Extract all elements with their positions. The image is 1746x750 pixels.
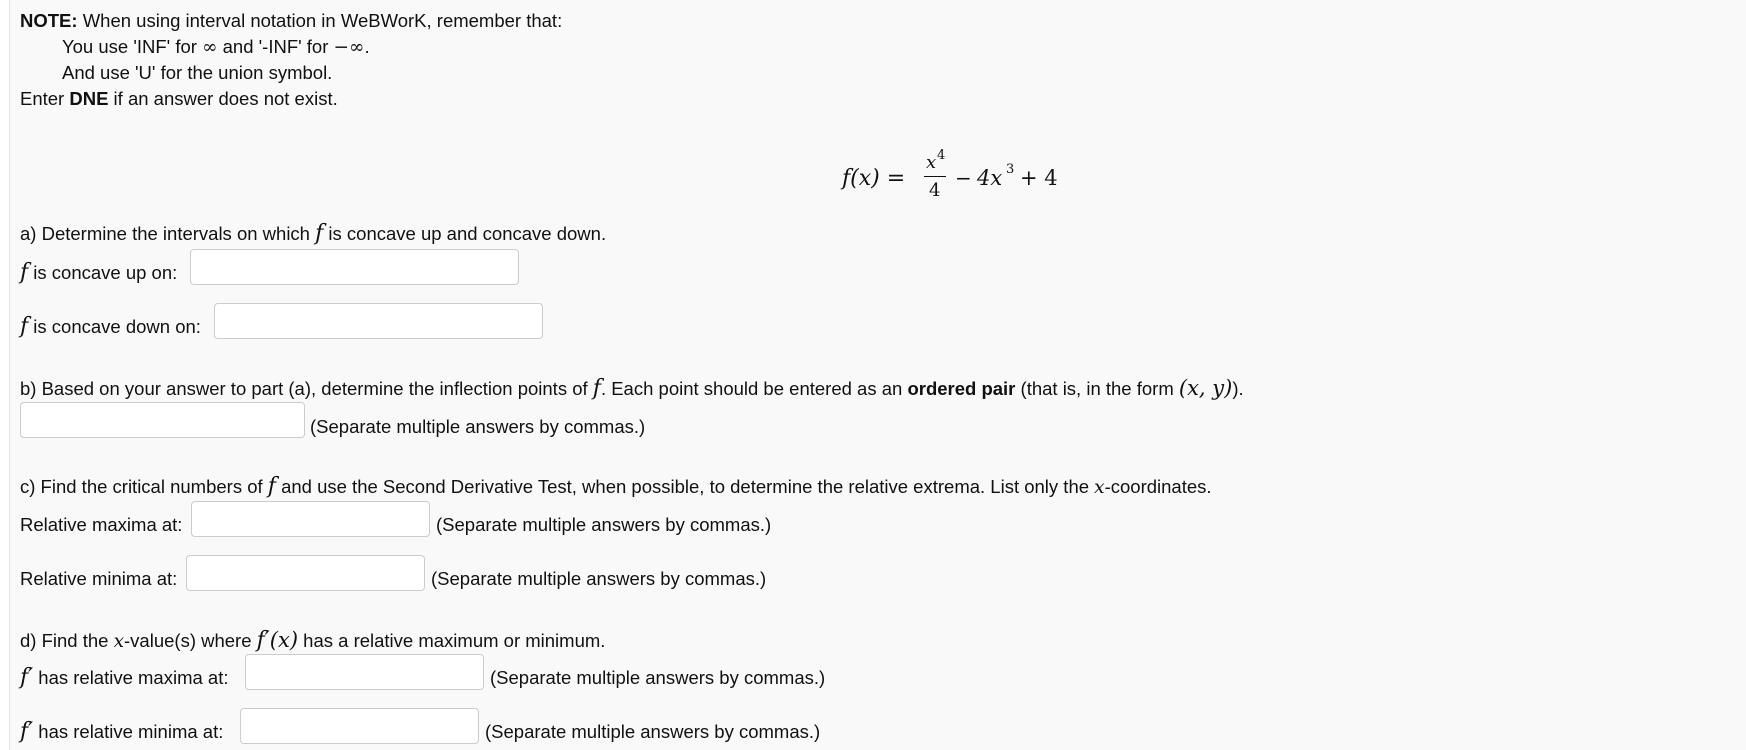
fprime-minima-label <box>20 721 223 743</box>
function-formula <box>842 148 1072 208</box>
f-prime-symbol: f′ <box>256 628 270 653</box>
dne-label: DNE <box>69 88 109 109</box>
fprime-maxima-text: has relative maxima at: <box>33 667 229 688</box>
concave-down-text: is concave down on: <box>28 316 201 337</box>
note-neg-inf-text: and '-INF' for <box>217 36 334 57</box>
formula-lhs-text: f(x) = <box>842 166 906 191</box>
note-text: When using interval notation in WeBWorK, remember that: <box>77 10 563 31</box>
relative-minima-input[interactable] <box>186 555 425 591</box>
formula-term: 4x <box>977 166 1003 190</box>
concave-down-label <box>20 316 201 338</box>
formula-term-exponent: 3 <box>1006 162 1015 177</box>
fprime-minima-hint: (Separate multiple answers by commas.) <box>485 721 821 742</box>
f-prime-symbol: f′ <box>20 665 34 690</box>
relative-maxima-hint: (Separate multiple answers by commas.) <box>436 514 772 535</box>
f-symbol: f <box>267 474 276 499</box>
formula-constant: + 4 <box>1020 166 1058 190</box>
f-symbol: f <box>315 221 324 246</box>
f-prime-symbol: f′ <box>20 719 34 744</box>
f-symbol: f <box>20 314 29 339</box>
fprime-maxima-label <box>20 667 229 689</box>
x-symbol: x <box>1094 477 1105 498</box>
relative-maxima-input[interactable] <box>191 501 430 537</box>
formula-lhs <box>842 166 905 191</box>
part-a-text-2: is concave up and concave down. <box>323 223 607 244</box>
fprime-maxima-input[interactable] <box>245 654 484 690</box>
note-period: . <box>364 36 370 57</box>
formula-numerator: x <box>926 152 937 173</box>
concave-up-input[interactable] <box>190 249 519 285</box>
fraction-bar <box>924 176 946 177</box>
part-b-text-1: b) Based on your answer to part (a), determine the inflection points of <box>20 378 593 399</box>
inflection-hint: (Separate multiple answers by commas.) <box>310 416 646 437</box>
ordered-pair-form: (x, y) <box>1178 376 1233 400</box>
part-a-prompt <box>20 223 606 245</box>
x-symbol: x <box>113 631 125 652</box>
relative-minima-hint: (Separate multiple answers by commas.) <box>431 568 767 589</box>
concave-up-label <box>20 262 177 284</box>
inflection-points-input[interactable] <box>20 402 305 438</box>
ordered-pair-label: ordered pair <box>907 378 1016 399</box>
concave-up-text: is concave up on: <box>28 262 178 283</box>
note-line-1 <box>20 10 562 32</box>
formula-denominator: 4 <box>929 180 941 201</box>
part-c-text-2: and use the Second Derivative Test, when possible, to determine the relative extrema. List only the <box>275 476 1095 497</box>
part-c-text-3: -coordinates. <box>1104 476 1212 497</box>
relative-minima-label: Relative minima at: <box>20 568 178 589</box>
note-inf-text: You use 'INF' for <box>62 36 203 57</box>
note-label: NOTE: <box>20 10 78 31</box>
part-d-text-1: d) Find the <box>20 630 114 651</box>
formula-numerator-exponent: 4 <box>937 148 946 163</box>
concave-down-input[interactable] <box>214 303 543 339</box>
note-dne-text: if an answer does not exist. <box>108 88 338 109</box>
part-b-text-3: (that is, in the form <box>1015 378 1179 399</box>
note-line-4 <box>20 88 338 110</box>
formula-minus: − <box>955 166 972 190</box>
part-b-text-2: . Each point should be entered as an <box>600 378 908 399</box>
note-line-3: And use 'U' for the union symbol. <box>62 62 333 83</box>
part-d-text-3: has a relative maximum or minimum. <box>298 630 606 651</box>
part-c-text-1: c) Find the critical numbers of <box>20 476 268 497</box>
part-d-prompt <box>20 629 605 653</box>
part-d-text-2: -value(s) where <box>124 630 257 651</box>
neg-infinity-symbol: −∞ <box>333 37 365 58</box>
f-symbol: f <box>592 376 601 401</box>
infinity-symbol: ∞ <box>202 37 218 58</box>
fprime-minima-input[interactable] <box>240 708 479 744</box>
part-a-text-1: a) Determine the intervals on which <box>20 223 316 244</box>
f-prime-argument: (x) <box>269 628 299 652</box>
f-symbol: f <box>20 260 29 285</box>
note-line-2 <box>62 36 370 59</box>
part-c-prompt <box>20 476 1212 499</box>
relative-maxima-label: Relative maxima at: <box>20 514 183 535</box>
part-b-text-4: ). <box>1232 378 1244 399</box>
fprime-maxima-hint: (Separate multiple answers by commas.) <box>490 667 826 688</box>
part-b-prompt <box>20 377 1244 400</box>
fprime-minima-text: has relative minima at: <box>33 721 224 742</box>
note-enter: Enter <box>20 88 70 109</box>
